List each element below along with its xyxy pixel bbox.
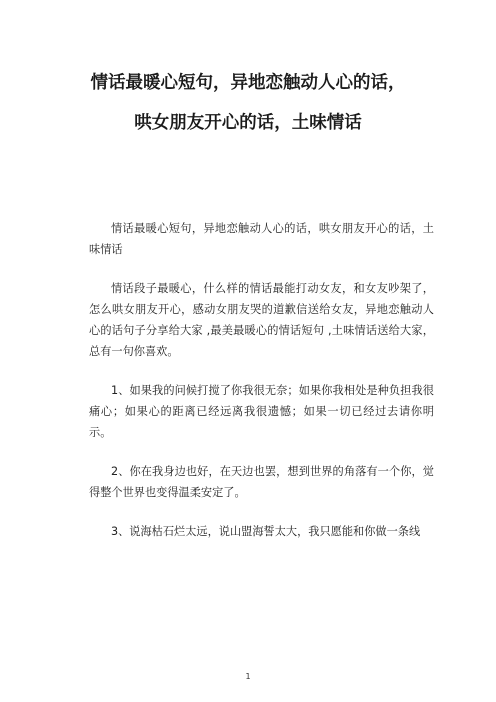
page-number: 1 [245, 672, 251, 681]
document-title-line-2: 哄女朋友开心的话，土味情话 [134, 113, 362, 133]
paragraph-intro: 情话最暖心短句，异地恋触动人心的话，哄女朋友开心的话，土味情话 [89, 222, 434, 256]
paragraph-item-1: 1、如果我的问候打搅了你我很无奈；如果你我相处是种负担我很痛心；如果心的距离已经远离我很遗憾；如果一切已经过去请你明示。 [89, 384, 434, 439]
document-body [89, 218, 434, 560]
paragraph-summary: 情话段子最暖心，什么样的情话最能打动女友，和女友吵架了，怎么哄女朋友开心，感动女朋友哭的道歉信送给女友，异地恋触动人心的话句子分享给大家 ,最美最暖心的情话短句 ,土味情话送给大家，总有一句你喜欢。 [89, 282, 434, 358]
document-title-line-1: 情话最暖心短句，异地恋触动人心的话， [90, 73, 406, 93]
paragraph-item-3: 3、说海枯石烂太远，说山盟海誓太大，我只愿能和你做一条线 [111, 525, 421, 538]
paragraph-item-2: 2、你在我身边也好，在天边也罢，想到世界的角落有一个你，觉得整个世界也变得温柔安定了。 [89, 465, 434, 499]
